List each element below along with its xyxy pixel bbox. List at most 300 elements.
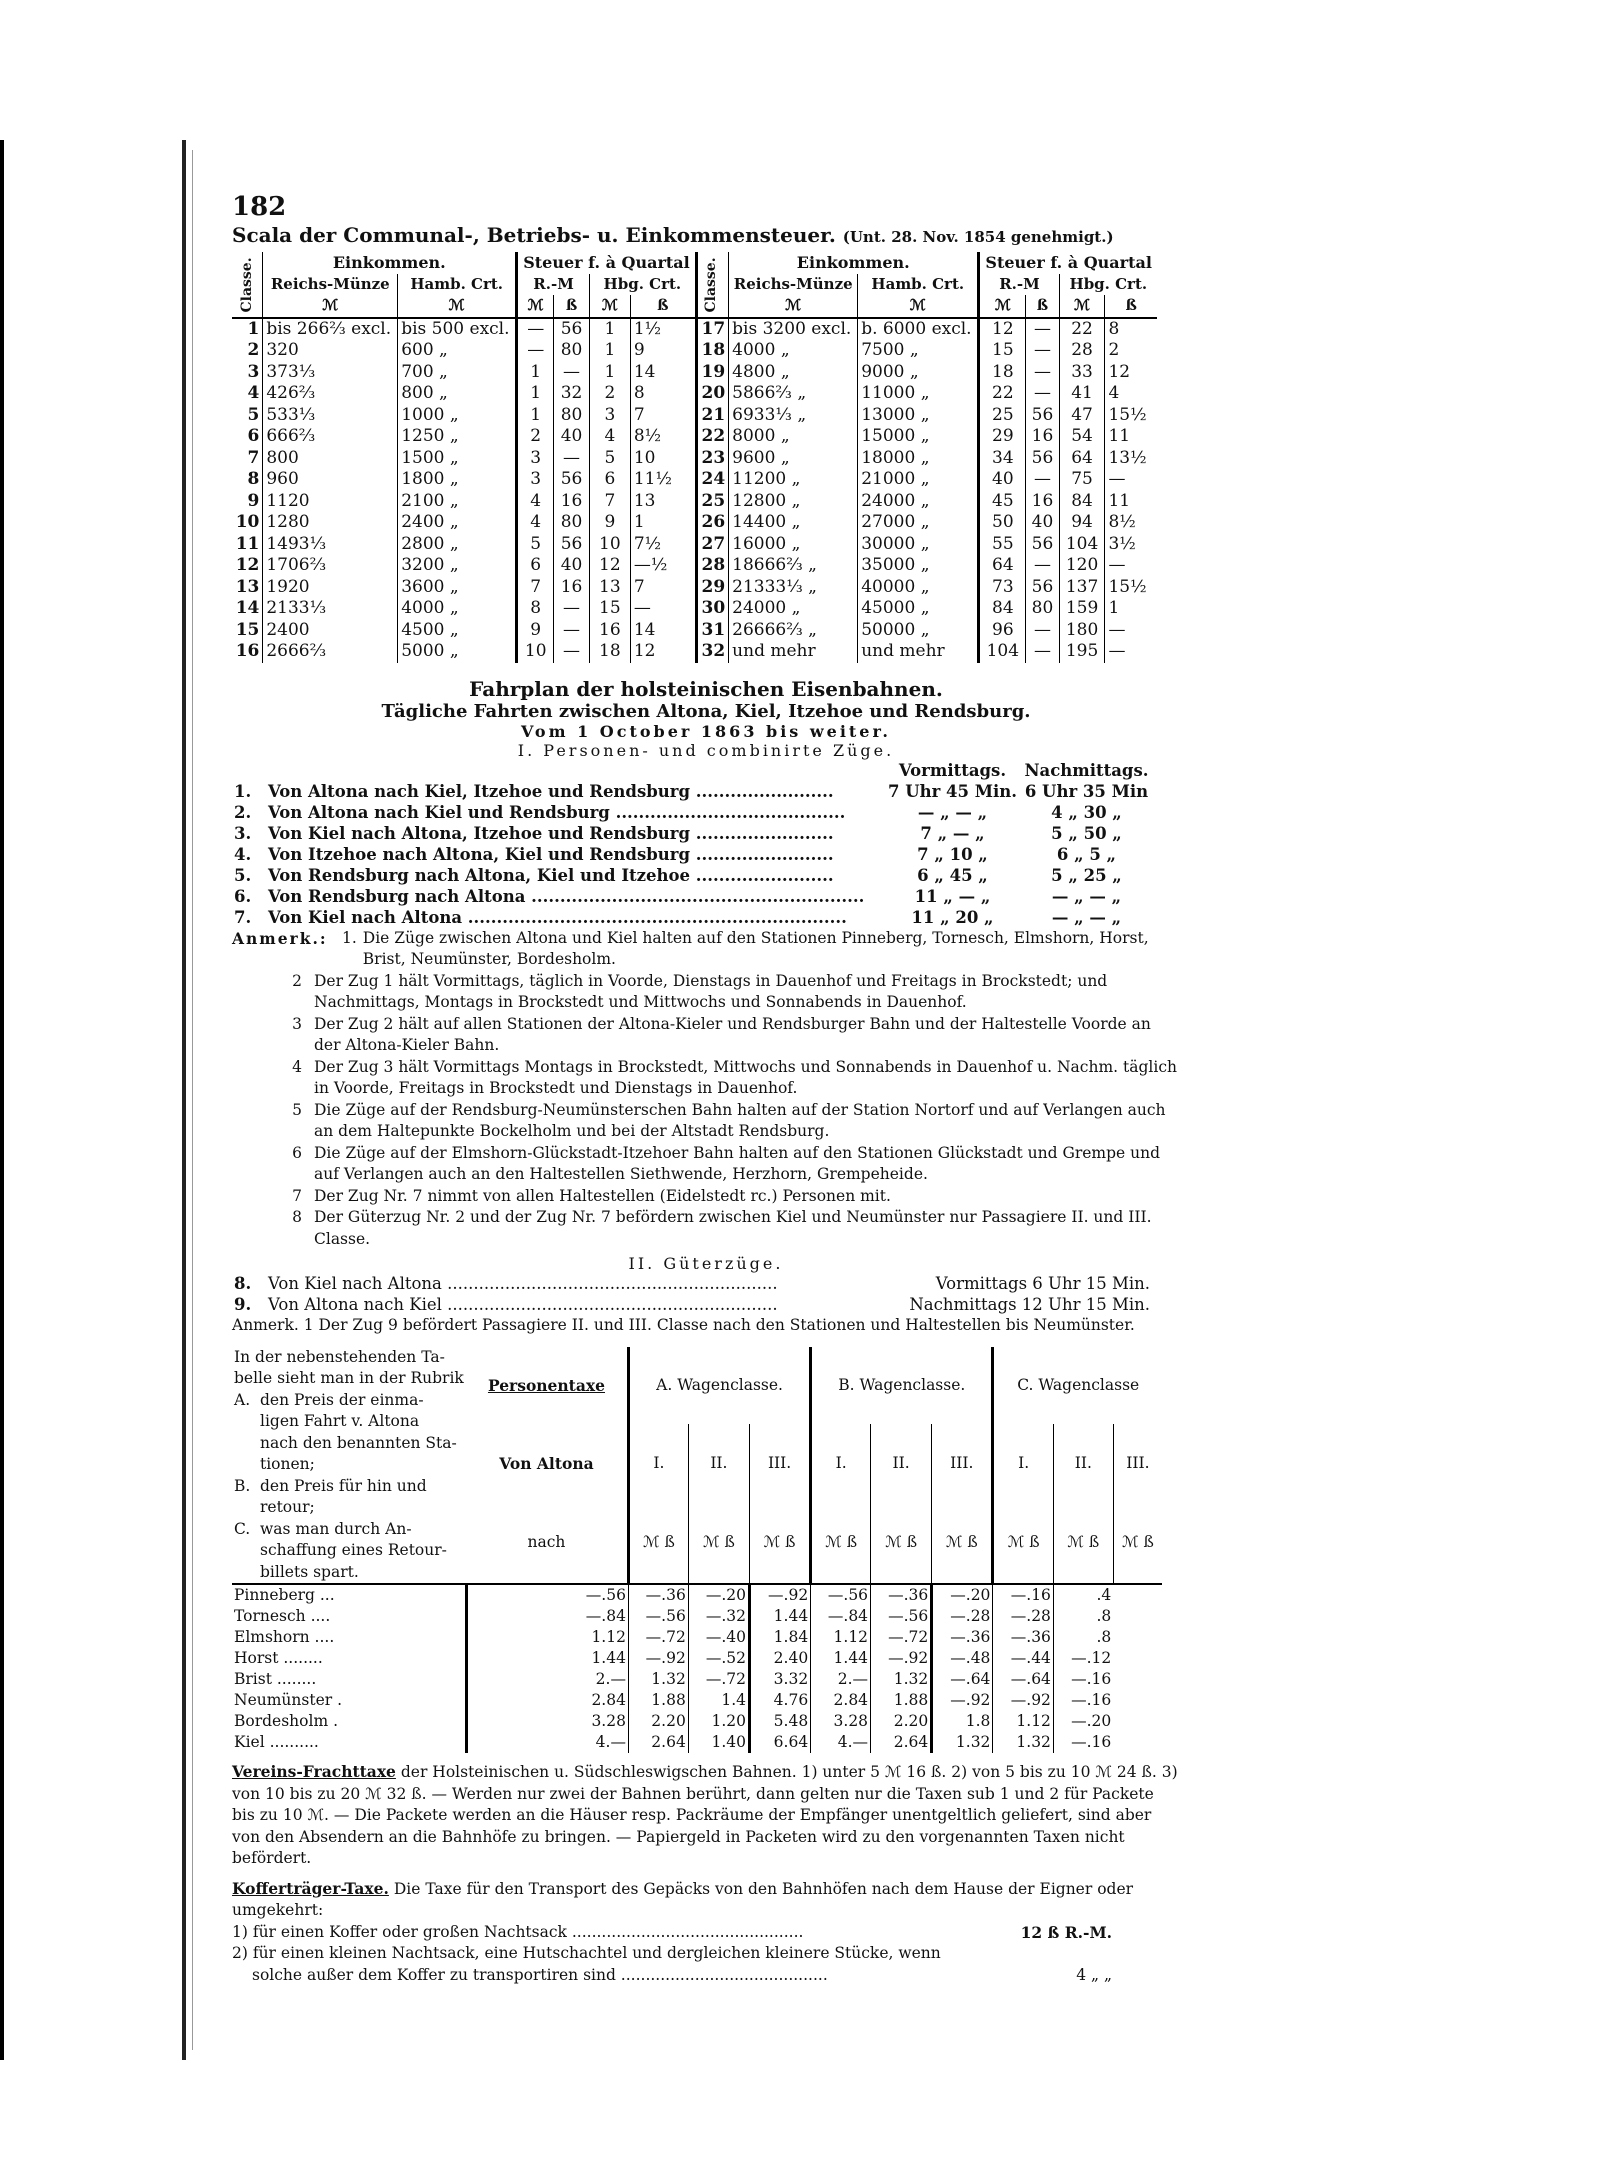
scala-hbg: 12: [589, 555, 630, 577]
unit-pf: ß: [554, 295, 590, 318]
scala-rm-pf: 56: [1026, 405, 1059, 427]
scala-rm: 96: [979, 620, 1026, 642]
scala-hamb: 35000 „: [858, 555, 979, 577]
scala-hamb: 30000 „: [858, 534, 979, 556]
scala-rm: 18: [979, 362, 1026, 384]
fare-value: 3.28: [466, 1711, 628, 1732]
scala-hbg-pf: —½: [630, 555, 696, 577]
vereins-frachttaxe: [232, 1761, 1180, 1870]
scala-klasse: 19: [696, 362, 728, 384]
scala-klasse: 1: [232, 318, 263, 341]
scala-hbg: 1: [589, 318, 630, 341]
scala-rm: 1: [517, 405, 554, 427]
scala-hamb: 1800 „: [398, 469, 517, 491]
scala-hbg: 54: [1059, 426, 1105, 448]
scala-reichsmuenze: 2666⅔: [263, 641, 398, 663]
fare-value: .4: [1096, 1586, 1112, 1604]
train-nachmittags: — „ — „: [1051, 907, 1122, 927]
scala-hbg-pf: 9: [630, 340, 696, 362]
scala-rm-pf: 16: [1026, 491, 1059, 513]
scala-hbg-pf: —: [630, 598, 696, 620]
tax-scale-row: [232, 469, 1157, 491]
note-row: [232, 1014, 1180, 1057]
scala-rm: 3: [517, 448, 554, 470]
tax-scale-row: [232, 383, 1157, 405]
col-wagen-c: C. Wagenclasse: [1017, 1375, 1140, 1394]
train-number: 5.: [234, 865, 252, 885]
fare-value: 2.64: [628, 1732, 688, 1753]
fare-value: 1.44: [750, 1606, 811, 1627]
explain-key: C.: [234, 1519, 251, 1538]
col-hbg-2: Hbg. Crt.: [1069, 274, 1148, 293]
scala-title-text: Scala der Communal-, Betriebs- u. Einkommensteuer.: [232, 223, 836, 247]
fare-value: —.36: [628, 1584, 688, 1606]
col-rm-2: R.-M: [979, 274, 1059, 296]
scala-rm-pf: 40: [554, 555, 590, 577]
scala-klasse: 18: [696, 340, 728, 362]
col-hbg: Hbg. Crt.: [589, 274, 696, 296]
fare-value: —.92: [993, 1690, 1054, 1711]
unit-rm: ℳ: [263, 295, 398, 318]
fare-value: —.28: [993, 1606, 1054, 1627]
scala-rm: 29: [979, 426, 1026, 448]
scala-hbg: 47: [1059, 405, 1105, 427]
scala-hbg: 4: [589, 426, 630, 448]
fare-value: —.32: [688, 1606, 749, 1627]
col-reichsmuenze: Reichs-Münze: [263, 274, 398, 296]
scala-klasse: 32: [696, 641, 728, 663]
unit-label: ℳ ß: [811, 1502, 871, 1584]
fare-station: Pinneberg ...: [232, 1584, 466, 1606]
explain-line: schaffung eines Retour-: [260, 1541, 447, 1559]
scala-hamb: 45000 „: [858, 598, 979, 620]
class-ii: II.: [688, 1424, 749, 1502]
fare-value: 1.20: [688, 1711, 749, 1732]
koffer-item-2-value: 4 „ „: [1076, 1965, 1112, 1984]
scala-rm-pf: 80: [554, 340, 590, 362]
note-row: [232, 1057, 1180, 1100]
vereins-text: der Holsteinischen u. Südschleswigschen Bahnen. 1) unter 5 ℳ 16 ß. 2) von 5 bis zu 10 ℳ 24 ß. 3) von 10 bis zu 20 ℳ 32 ß. — Werden nur zwei der Bahnen berührt, dann gelten nur die Taxen sub 1 und 2 für Packete bis zu 10 ℳ. — Die Packete werden an die Häuser resp. Packräume der Empfänger unentgeltlich geliefert, sind aber von den Absendern an die Bahnhöfe zu bringen. — Papiergeld in Packeten wird zu den vorgenannten Taxen nicht befördert.: [232, 1763, 1178, 1867]
note-num: 5: [292, 1100, 302, 1119]
note-num: 6: [292, 1143, 302, 1162]
scala-hamb: 2100 „: [398, 491, 517, 513]
fare-value: —.92: [750, 1584, 811, 1606]
unit-label: ℳ ß: [932, 1502, 993, 1584]
col-rm: R.-M: [517, 274, 590, 296]
scala-hbg-pf: —: [1108, 641, 1126, 661]
scala-hbg: 9: [589, 512, 630, 534]
scala-klasse: 9: [232, 491, 263, 513]
fare-value: 1.32: [932, 1732, 993, 1753]
fare-value: 2.20: [871, 1711, 932, 1732]
scala-rm-pf: 16: [1026, 426, 1059, 448]
scala-hbg-pf: —: [1108, 469, 1126, 489]
tax-scale-row: [232, 491, 1157, 513]
scala-hbg: 22: [1059, 318, 1105, 341]
scan-border: [0, 140, 4, 2060]
fare-value: —.20: [688, 1584, 749, 1606]
fare-row: [232, 1711, 1162, 1732]
explain-line: billets spart.: [260, 1562, 359, 1581]
tax-scale-row: [232, 641, 1157, 663]
scala-rm-pf: —: [1026, 318, 1059, 341]
scala-klasse: 26: [696, 512, 728, 534]
scala-hbg-pf: 1: [630, 512, 696, 534]
note-num: 4: [292, 1057, 302, 1076]
fare-explain-b: [234, 1476, 464, 1519]
scala-hamb: 11000 „: [858, 383, 979, 405]
class-i: I.: [993, 1424, 1054, 1502]
scala-rm-pf: —: [554, 598, 590, 620]
koffer-item-1: [232, 1922, 1112, 1944]
scala-hamb: 2800 „: [398, 534, 517, 556]
train-number: 1.: [234, 781, 252, 801]
scala-reichsmuenze: 5866⅔ „: [729, 383, 858, 405]
scala-hamb: 5000 „: [398, 641, 517, 663]
scala-hamb: 700 „: [398, 362, 517, 384]
vereins-label: Vereins-Frachttaxe: [232, 1762, 396, 1781]
scala-hamb: 18000 „: [858, 448, 979, 470]
fare-value: —.16: [1071, 1733, 1112, 1751]
scala-hamb: 50000 „: [858, 620, 979, 642]
scala-hbg-pf: 10: [630, 448, 696, 470]
fare-value: 2.40: [750, 1648, 811, 1669]
scala-rm: 22: [979, 383, 1026, 405]
fare-value: —.20: [1071, 1712, 1112, 1730]
fare-row: [232, 1627, 1162, 1648]
fare-value: —.72: [688, 1669, 749, 1690]
scala-rm: 4: [517, 512, 554, 534]
train-route: Von Altona nach Kiel, Itzehoe und Rendsburg ........................: [268, 781, 834, 801]
fare-value: 2.84: [466, 1690, 628, 1711]
scala-hbg: 16: [589, 620, 630, 642]
fare-value: 2.—: [466, 1669, 628, 1690]
goods-row: [232, 1294, 1152, 1315]
train-nachmittags: 6 „ 5 „: [1056, 844, 1117, 864]
fare-value: —.84: [466, 1606, 628, 1627]
scala-hbg: 1: [589, 340, 630, 362]
goods-row: [232, 1273, 1152, 1294]
fare-value: —.36: [932, 1627, 993, 1648]
fare-station: Tornesch ....: [232, 1606, 466, 1627]
tax-scale-row: [232, 555, 1157, 577]
scala-hbg-pf: 11: [1108, 426, 1131, 446]
scala-hbg-pf: 1: [1108, 598, 1120, 618]
scala-hbg-pf: 11½: [630, 469, 696, 491]
koffer-item-2: 2) für einen kleinen Nachtsack, eine Hutschachtel und dergleichen kleinere Stücke, wenn: [232, 1944, 941, 1962]
scala-reichsmuenze: bis 266⅔ excl.: [263, 318, 398, 341]
fare-station: Bordesholm .: [232, 1711, 466, 1732]
train-body: [232, 781, 1152, 928]
goods-body: [232, 1273, 1152, 1315]
class-i: I.: [628, 1424, 688, 1502]
fare-intro: In der nebenstehenden Ta-: [234, 1347, 445, 1366]
scala-hamb: b. 6000 excl.: [858, 318, 979, 341]
scala-klasse: 30: [696, 598, 728, 620]
scala-rm: 45: [979, 491, 1026, 513]
fahrplan-valid: Vom 1 October 1863 bis weiter.: [520, 721, 891, 741]
note-text: Die Züge zwischen Altona und Kiel halten auf den Stationen Pinneberg, Tornesch, Elmshorn, Horst, Brist, Neumünster, Bordesholm.: [362, 928, 1149, 968]
fare-station: Elmshorn ....: [232, 1627, 466, 1648]
scala-hbg-pf: —: [1108, 619, 1126, 640]
class-iii: III.: [1126, 1453, 1150, 1472]
tax-scale-row: [232, 340, 1157, 362]
train-notes: [232, 928, 1180, 1251]
fare-station: Brist ........: [232, 1669, 466, 1690]
goods-time: Nachmittags 12 Uhr 15 Min.: [909, 1295, 1150, 1314]
fare-value: —.52: [688, 1648, 749, 1669]
scala-klasse: 25: [696, 491, 728, 513]
col-hamb-2: Hamb. Crt.: [858, 274, 979, 296]
scala-klasse: 5: [232, 405, 263, 427]
scala-rm-pf: —: [1026, 383, 1059, 405]
scala-reichsmuenze: 24000 „: [729, 598, 858, 620]
scala-rm-pf: —: [1026, 340, 1059, 362]
goods-number: 9.: [234, 1295, 252, 1314]
fare-value: —.56: [466, 1584, 628, 1606]
train-number: 6.: [234, 886, 252, 906]
fare-value: —.92: [932, 1690, 993, 1711]
goods-table: [232, 1273, 1152, 1315]
train-route: Von Kiel nach Altona ..................................................................: [268, 907, 847, 927]
scala-rm-pf: 56: [1026, 577, 1059, 599]
note-text: Der Zug 2 hält auf allen Stationen der Altona-Kieler und Rendsburger Bahn und der Haltestelle Voorde an der Altona-Kieler Bahn.: [314, 1014, 1151, 1054]
note-row: [232, 928, 1180, 971]
scala-reichsmuenze: 8000 „: [729, 426, 858, 448]
scala-hbg-pf: 3½: [1108, 533, 1136, 554]
col-klasse: Classe.: [232, 252, 263, 318]
col-einkommen-2: Einkommen.: [729, 252, 979, 274]
scala-klasse: 13: [232, 577, 263, 599]
fare-row: [232, 1690, 1162, 1711]
scala-rm: 4: [517, 491, 554, 513]
scala-rm: 8: [517, 598, 554, 620]
fare-explain-c: [234, 1519, 464, 1584]
unit-mark-2: ℳ: [589, 295, 630, 318]
fare-value: 1.12: [811, 1627, 871, 1648]
scala-rm: 5: [517, 534, 554, 556]
scala-hbg: 84: [1059, 491, 1105, 513]
train-route: Von Kiel nach Altona, Itzehoe und Rendsburg ........................: [268, 823, 834, 843]
scala-klasse: 29: [696, 577, 728, 599]
unit-pf-2: ß: [630, 295, 696, 318]
scala-reichsmuenze: 26666⅔ „: [729, 620, 858, 642]
class-iii: III.: [750, 1424, 811, 1502]
fare-table: [232, 1347, 1162, 1754]
scala-hbg-pf: 12: [630, 641, 696, 663]
fare-value: 1.4: [688, 1690, 749, 1711]
scala-hbg-pf: 13½: [1108, 447, 1147, 468]
scala-hbg-pf: 14: [630, 362, 696, 384]
scala-reichsmuenze: 960: [263, 469, 398, 491]
scala-hbg-pf: 7½: [630, 534, 696, 556]
scala-hamb: 9000 „: [858, 362, 979, 384]
note-row: [232, 1100, 1180, 1143]
scala-hbg-pf: 14: [630, 620, 696, 642]
train-nachmittags: 5 „ 50 „: [1051, 823, 1122, 843]
fare-value: 3.32: [750, 1669, 811, 1690]
unit-label: ℳ ß: [1113, 1502, 1162, 1584]
scala-klasse: 10: [232, 512, 263, 534]
scala-reichsmuenze: 14400 „: [729, 512, 858, 534]
scala-reichsmuenze: bis 3200 excl.: [729, 318, 858, 341]
explain-key: B.: [234, 1476, 251, 1495]
scala-rm-pf: 40: [1026, 512, 1059, 534]
note-num: 2: [292, 971, 302, 990]
train-route: Von Altona nach Kiel und Rendsburg ........................................: [268, 802, 846, 822]
col-wagen-a: A. Wagenclasse.: [628, 1347, 810, 1425]
explain-line: den Preis für hin und: [260, 1476, 427, 1495]
scala-hbg: 15: [589, 598, 630, 620]
scala-reichsmuenze: 4800 „: [729, 362, 858, 384]
scala-hamb: und mehr: [858, 641, 979, 663]
page-edge: [182, 140, 186, 2060]
scala-hamb: bis 500 excl.: [398, 318, 517, 341]
scala-klasse: 27: [696, 534, 728, 556]
scala-hbg: 94: [1059, 512, 1105, 534]
scala-rm: 3: [517, 469, 554, 491]
scala-rm: 15: [979, 340, 1026, 362]
scala-reichsmuenze: 1280: [263, 512, 398, 534]
scala-rm-pf: 56: [554, 318, 590, 341]
scala-hbg-pf: 4: [1108, 383, 1120, 403]
koffer-text: Die Taxe für den Transport des Gepäcks von den Bahnhöfen nach dem Hause der Eigner oder umgekehrt:: [232, 1879, 1134, 1919]
tax-scale-row: [232, 620, 1157, 642]
note-text: Die Züge auf der Elmshorn-Glückstadt-Itzehoer Bahn halten auf den Stationen Glückstadt und Grempe und auf Verlangen auch an den Haltestellen Siethwende, Herzhorn, Grempeheide.: [314, 1143, 1161, 1183]
fare-value: —.20: [932, 1584, 993, 1606]
fare-value: .8: [1096, 1607, 1112, 1625]
koffer-label: Kofferträger-Taxe.: [232, 1878, 389, 1898]
koffer-item-2b: [232, 1965, 1112, 1987]
note-text: Der Zug 3 hält Vormittags Montags in Brockstedt, Mittwochs und Sonnabends in Dauenhof u. Nachm. täglich in Voorde, Freitags in Brockstedt und Dienstags in Dauenhof.: [314, 1057, 1177, 1097]
col-wagen-b: B. Wagenclasse.: [811, 1347, 993, 1425]
fare-value: 5.48: [750, 1711, 811, 1732]
scala-rm: 64: [979, 555, 1026, 577]
tax-scale-row: [232, 598, 1157, 620]
fare-value: 1.8: [932, 1711, 993, 1732]
fare-value: 4.—: [811, 1732, 871, 1753]
fahrplan-subtitle: Tägliche Fahrten zwischen Altona, Kiel, Itzehoe und Rendsburg.: [381, 700, 1031, 722]
fare-value: —.64: [932, 1669, 993, 1690]
scala-rm-pf: —: [554, 620, 590, 642]
train-row: [232, 907, 1152, 928]
train-nachmittags: 6 Uhr 35 Min: [1024, 781, 1149, 801]
fare-value: —.48: [932, 1648, 993, 1669]
fare-value: —.84: [811, 1606, 871, 1627]
fare-value: 1.44: [811, 1648, 871, 1669]
class-ii: II.: [1053, 1424, 1113, 1502]
scala-rm: 40: [979, 469, 1026, 491]
koffer-item-1-value: 12 ß R.-M.: [1020, 1922, 1112, 1942]
goods-route: Von Kiel nach Altona ...............................................................: [268, 1274, 778, 1293]
scala-klasse: 24: [696, 469, 728, 491]
explain-line: retour;: [260, 1498, 315, 1516]
scala-hbg: 64: [1059, 448, 1105, 470]
explain-line: nach den benannten Sta-: [260, 1433, 457, 1452]
section-gueterzuege: II. Güterzüge.: [628, 1254, 784, 1273]
scala-hbg: 7: [589, 491, 630, 513]
fare-explanation: [232, 1347, 466, 1585]
scala-rm: 12: [979, 318, 1026, 341]
fare-value: 1.32: [628, 1669, 688, 1690]
col-von-altona: Von Altona: [466, 1424, 628, 1502]
train-number: 2.: [234, 802, 252, 822]
scala-hbg-pf: 2: [1108, 340, 1120, 360]
explain-line: ligen Fahrt v. Altona: [260, 1412, 420, 1430]
scala-hamb: 7500 „: [858, 340, 979, 362]
explain-line: den Preis der einma-: [260, 1390, 424, 1409]
note-text: Der Zug 1 hält Vormittags, täglich in Voorde, Dienstags in Dauenhof und Freitags in Brockstedt; und Nachmittags, Montags in Brockstedt und Mittwochs und Sonnabends in Dauenhof.: [314, 971, 1108, 1011]
unit-label: ℳ ß: [993, 1502, 1054, 1584]
fare-value: —.36: [993, 1627, 1054, 1648]
fare-value: —.44: [993, 1648, 1054, 1669]
train-vormittags: — „ — „: [917, 802, 988, 822]
fare-row: [232, 1669, 1162, 1690]
page-edge-shadow: [192, 150, 193, 2050]
tax-scale-row: [232, 318, 1157, 341]
train-row: [232, 802, 1152, 823]
scala-rm-pf: 32: [554, 383, 590, 405]
scala-hbg-pf: 15½: [1108, 404, 1147, 425]
fare-body: [232, 1584, 1162, 1753]
train-route: Von Itzehoe nach Altona, Kiel und Rendsburg ........................: [268, 844, 834, 864]
fare-value: 1.40: [688, 1732, 749, 1753]
tax-scale-row: [232, 448, 1157, 470]
unit-rm-4: ℳ: [979, 295, 1026, 318]
scala-hbg-pf: 1½: [630, 318, 696, 341]
scala-klasse: 16: [232, 641, 263, 663]
fare-value: —.72: [871, 1627, 932, 1648]
unit-label: ℳ ß: [688, 1502, 749, 1584]
scala-rm-pf: 16: [554, 491, 590, 513]
scala-hbg: 41: [1059, 383, 1105, 405]
fare-value: 1.44: [466, 1648, 628, 1669]
train-vormittags: 6 „ 45 „: [917, 865, 988, 885]
tax-scale-row: [232, 512, 1157, 534]
scala-hbg-pf: 12: [1108, 361, 1131, 382]
scala-rm-pf: —: [1026, 362, 1059, 384]
col-einkommen: Einkommen.: [263, 252, 517, 274]
scala-rm-pf: —: [1026, 641, 1059, 663]
unit-label: ℳ ß: [750, 1502, 811, 1584]
fare-value: 1.84: [750, 1627, 811, 1648]
note-num: 3: [292, 1014, 302, 1033]
train-row: [232, 781, 1152, 802]
fare-row: [232, 1732, 1162, 1753]
fare-value: 3.28: [811, 1711, 871, 1732]
scala-reichsmuenze: 320: [263, 340, 398, 362]
note-text: Der Zug Nr. 7 nimmt von allen Haltestellen (Eidelstedt rc.) Personen mit.: [314, 1186, 891, 1205]
koffertraeger-taxe: [232, 1878, 1180, 1922]
explain-key: A.: [234, 1390, 251, 1409]
train-number: 7.: [234, 907, 252, 927]
scala-hbg: 180: [1059, 620, 1105, 642]
goods-number: 8.: [234, 1274, 252, 1293]
scala-rm-pf: —: [1026, 555, 1059, 577]
scala-hbg: 75: [1059, 469, 1105, 491]
scala-rm-pf: —: [554, 362, 590, 384]
page-number: 182: [232, 192, 287, 222]
explain-text: [260, 1390, 457, 1476]
scala-reichsmuenze: 12800 „: [729, 491, 858, 513]
fare-value: —.92: [871, 1648, 932, 1669]
train-vormittags: 7 „ — „: [920, 823, 985, 843]
train-route: Von Rendsburg nach Altona, Kiel und Itzehoe ........................: [268, 865, 834, 885]
note-num: 7: [292, 1186, 302, 1205]
koffer-item-1-text: 1) für einen Koffer oder großen Nachtsack ...............................................: [232, 1922, 804, 1941]
scala-klasse: 17: [696, 318, 728, 341]
page-content: [232, 192, 1180, 1986]
